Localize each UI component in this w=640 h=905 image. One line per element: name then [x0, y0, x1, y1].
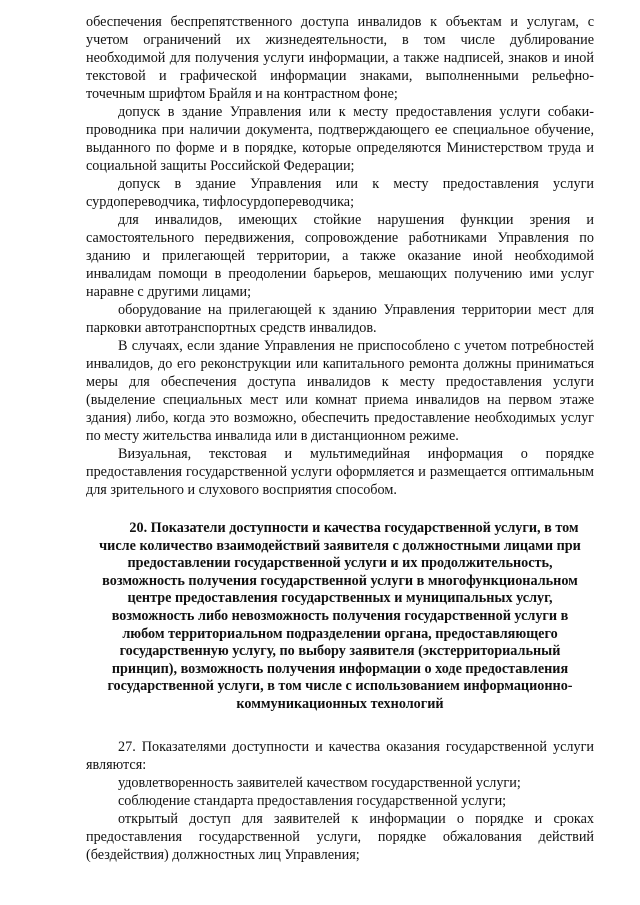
spacer [86, 714, 594, 738]
section-heading: 20. Показатели доступности и качества государственной услуги, в том числе количество взаимодействий заявителя с должностными лицами при предоставлении государственной услуги и их продолжительность, возможность получения государственной услуги в многофункциональном центре предоставления государственных и муниципальных услуг, возможность либо невозможность получения государственной услуги в любом территориальном подразделении органа, предоставляющего государственную услугу, по выбору заявителя (экстерриториальный принцип), возможность получения информации о ходе предоставления государственной услуги, в том числе с использованием информационно-коммуникационных технологий [99, 520, 581, 712]
paragraph-visual-information: Визуальная, текстовая и мультимедийная информация о порядке предоставления государственной услуги оформляется и размещается оптимальным для зрительного и слухового восприятия способом. [86, 446, 594, 498]
paragraph-standard-compliance: соблюдение стандарта предоставления государственной услуги; [118, 792, 507, 809]
paragraph-parking: оборудование на прилегающей к зданию Управления территории мест для парковки автотранспортных средств инвалидов. [86, 302, 594, 336]
paragraph-open-access: открытый доступ для заявителей к информации о порядке и сроках предоставления государственной услуги, порядке обжалования действий (бездействия) должностных лиц Управления; [86, 810, 594, 863]
paragraph-escort-assistance: для инвалидов, имеющих стойкие нарушения функции зрения и самостоятельного передвижения, сопровождение работниками Управления по зданию и прилегающей территории, а также оказание иной необходимой инвалидам помощи в преодолении барьеров, мешающих получению ими услуг наравне с другими лицами; [86, 212, 594, 300]
paragraph-building-adaptation: В случаях, если здание Управления не приспособлено с учетом потребностей инвалидов, до его реконструкции или капитального ремонта должны приниматься меры для обеспечения доступа инвалидов к месту предоставления услуги (выделение специальных мест или комнат приема инвалидов на первом этаже здания) либо, когда это возможно, обеспечить предоставление необходимых услуг по месту жительства инвалида или в дистанционном режиме. [86, 338, 594, 444]
paragraph-accessibility-braille: обеспечения беспрепятственного доступа инвалидов к объектам и услугам, с учетом ограничений их жизнедеятельности, в том числе дублирование необходимой для получения услуги информации, а также надписей, знаков и иной текстовой и графической информации знаками, выполненными рельефно-точечным шрифтом Брайля и на контрастном фоне; [86, 14, 594, 102]
paragraph-indicators-intro: 27. Показателями доступности и качества оказания государственной услуги являются: [86, 738, 594, 773]
paragraph-satisfaction: удовлетворенность заявителей качеством государственной услуги; [118, 774, 521, 791]
paragraph-guide-dog: допуск в здание Управления или к месту предоставления услуги собаки-проводника при наличии документа, подтверждающего ее специальное обучение, выданного по форме и в порядке, которые определяются Министерством труда и социальной защиты Российской Федерации; [86, 104, 594, 174]
document-page [86, 13, 594, 864]
paragraph-sign-interpreter: допуск в здание Управления или к месту предоставления услуги сурдопереводчика, тифлосурдопереводчика; [86, 176, 594, 210]
